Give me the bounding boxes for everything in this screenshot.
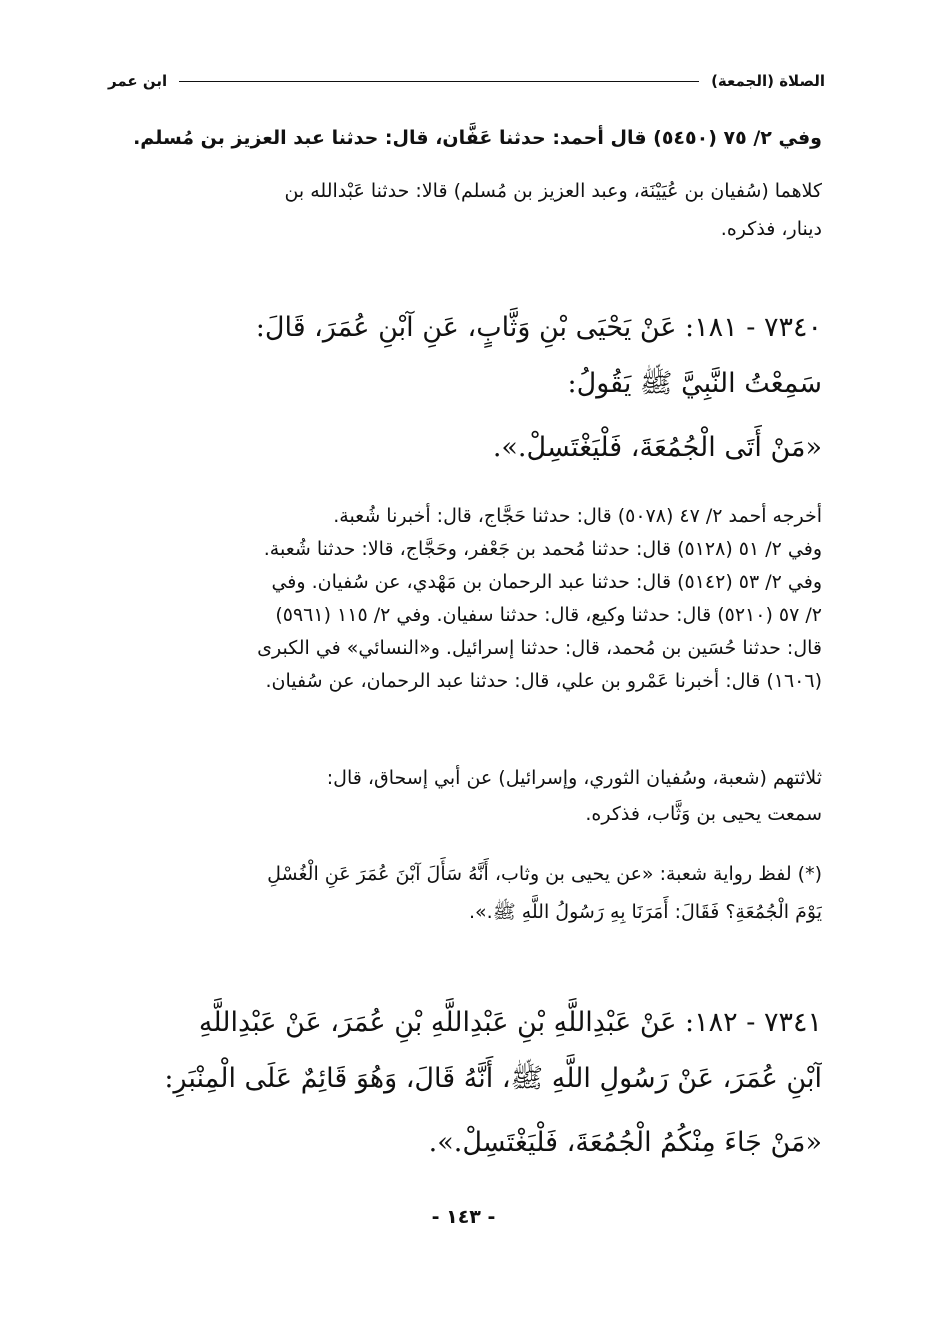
hadith-line: سَمِعْتُ النَّبِيَّ ﷺ يَقُولُ:	[567, 368, 822, 399]
hadith-line: «مَنْ جَاءَ مِنْكُمُ الْجُمُعَةَ، فَلْيَغْتَسِلْ.».	[428, 1127, 822, 1158]
text-line: سمعت يحيى بن وَثَّاب، فذكره.	[585, 803, 822, 825]
hadith-line: ٧٣٤٠ - ١٨١: عَنْ يَحْيَى بْنِ وَثَّابٍ، عَنِ آبْنِ عُمَرَ، قَالَ:	[255, 312, 822, 343]
running-header	[108, 68, 825, 94]
hadith-line: ٧٣٤١ - ١٨٢: عَنْ عَبْدِاللَّهِ بْنِ عَبْدِاللَّهِ بْنِ عُمَرَ، عَنْ عَبْدِاللَّهِ	[198, 1007, 822, 1038]
footnote-shuba-wording	[112, 855, 822, 931]
text-line: كلاهما (سُفيان بن عُيَيْنَة، وعبد العزيز بن مُسلم) قالا: حدثنا عَبْدالله بن	[284, 180, 822, 202]
text-line: دينار، فذكره.	[720, 218, 822, 240]
text-line: أخرجه أحمد ٢/ ٤٧ (٥٠٧٨) قال: حدثنا حَجَّاج، قال: أخبرنا شُعبة.	[333, 505, 822, 527]
hadith-7340	[112, 300, 822, 476]
text-line: قال: حدثنا حُسَين بن مُحمد، قال: حدثنا إسرائيل. و«النسائي» في الكبرى	[257, 637, 822, 659]
paragraph-takhrij	[112, 500, 822, 698]
header-rule	[179, 81, 699, 82]
text-line: وفي ٢/ ٥١ (٥١٢٨) قال: حدثنا مُحمد بن جَعْفر، وحَجَّاج، قالا: حدثنا شُعبة.	[263, 538, 822, 560]
text-line: ثلاثتهم (شعبة، وسُفيان الثوري، وإسرائيل) عن أبي إسحاق، قال:	[326, 767, 822, 789]
paragraph-thalathatuhum	[112, 760, 822, 832]
paragraph-musnad-ref	[112, 120, 822, 156]
text-line: وفي ٢/ ٥٣ (٥١٤٢) قال: حدثنا عبد الرحمان بن مَهْدي، عن سُفيان. وفي	[271, 571, 822, 593]
text-line: وفي ٢/ ٧٥ (٥٤٥٠) قال أحمد: حدثنا عَفَّان، قال: حدثنا عبد العزيز بن مُسلم.	[133, 127, 822, 149]
hadith-line: «مَنْ أَتَى الْجُمُعَةَ، فَلْيَغْتَسِلْ.».	[492, 432, 822, 463]
hadith-line: آبْنِ عُمَرَ، عَنْ رَسُولِ اللَّهِ ﷺ، أَنَّهُ قَالَ، وَهُوَ قَائِمٌ عَلَى الْمِنْبَرِ:	[164, 1063, 822, 1094]
paragraph-kilahuma	[112, 172, 822, 248]
header-chapter-title: الصلاة (الجمعة)	[711, 72, 825, 90]
text-line: يَوْمَ الْجُمُعَةِ؟ فَقَالَ: أَمَرَنَا بِهِ رَسُولُ اللَّهِ ﷺ.».	[469, 901, 822, 923]
text-line: (١٦٠٦) قال: أخبرنا عَمْرو بن علي، قال: حدثنا عبد الرحمان، عن سُفيان.	[265, 670, 822, 692]
header-narrator-name: ابن عمر	[108, 72, 168, 90]
hadith-7341	[112, 995, 822, 1171]
page-number: - ١٤٣ -	[431, 1206, 496, 1228]
text-line: ٢/ ٥٧ (٥٢١٠) قال: حدثنا وكيع، قال: حدثنا سفيان. وفي ٢/ ١١٥ (٥٩٦١)	[275, 604, 822, 626]
text-line: (*) لفظ رواية شعبة: «عن يحيى بن وثاب، أَنَّهُ سَأَلَ آبْنَ عُمَرَ عَنِ الْغُسْلِ	[267, 863, 822, 885]
